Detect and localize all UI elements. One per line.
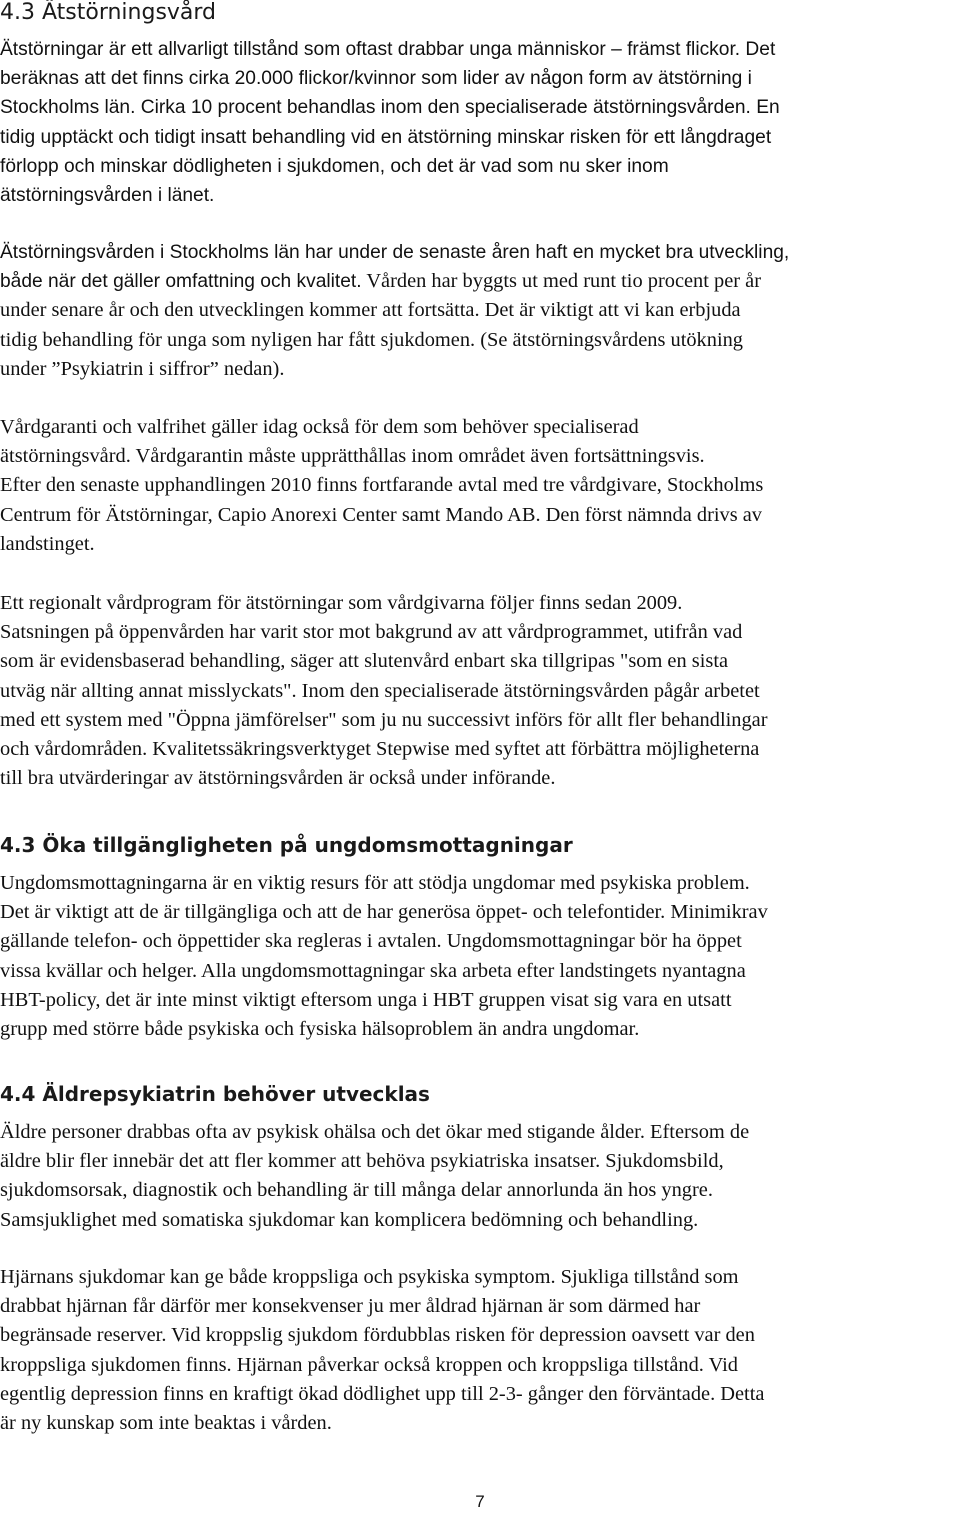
paragraph: Vårdgaranti och valfrihet gäller idag också för dem som behöver specialiserad ätstörningsvård. Vårdgarantin måste upprätthållas inom området även fortsättningsvis. Efter den senaste upphandlingen 2010 finns fortfarande avtal med tre vårdgivare, Stockholms Centrum för Ätstörningar, Capio Anorexi Center samt Mando AB. Den först nämnda drivs av landstinget. xyxy=(0,416,764,555)
paragraph: Ett regionalt vårdprogram för ätstörningar som vårdgivarna följer finns sedan 2009. Satsningen på öppenvården har varit stor mot bakgrund av att vårdprogrammet, utifrån vad som är evidensbaserad behandling, säger att slutenvård enbart ska tillgripas "som en sista utväg när allting annat misslyckats". Inom den specialiserade ätstörningsvården pågår arbetet med ett system med "Öppna jämförelser" som ju nu successivt införs för allt fler behandlingar och vårdområden. Kvalitetssäkringsverktyget Stepwise med syftet att förbättra möjligheterna till bra utvärderingar av ätstörningsvården är också under införande. xyxy=(0,592,768,790)
section-heading-elderly-psychiatry: 4.4 Äldrepsykiatrin behöver utvecklas xyxy=(0,1082,430,1106)
paragraph: Ätstörningar är ett allvarligt tillstånd som oftast drabbar unga människor – främst flickor. Det beräknas att det finns cirka 20.000 flickor/kvinnor som lider av någon form av ätstörning i Stockholms län. Cirka 10 procent behandlas inom den specialiserade ätstörningsvården. En tidig upptäckt och tidigt insatt behandling vid en ätstörning minskar risken för ett långdraget förlopp och minskar dödligheten i sjukdomen, och det är vad som nu sker inom ätstörningsvården i länet. xyxy=(0,39,780,207)
section-heading-youth-clinics: 4.3 Öka tillgängligheten på ungdomsmottagningar xyxy=(0,833,573,857)
paragraph-run: Ätstörningsvården i Stockholms län har under de senaste åren haft en mycket bra utveckling, både när det gäller omfattning och kvalitet. xyxy=(0,242,790,293)
page-number: 7 xyxy=(475,1492,485,1511)
paragraph-run: Vården har byggts ut med runt tio procent per år under senare år och den utvecklingen kommer att fortsätta. Det är viktigt att vi kan erbjuda tidig behandling för unga som nyligen har fått sjukdomen. (Se ätstörningsvårdens utökning under ”Psykiatrin i siffror” nedan). xyxy=(0,270,761,380)
paragraph: Hjärnans sjukdomar kan ge både kroppsliga och psykiska symptom. Sjukliga tillstånd som drabbat hjärnan får därför mer konsekvenser ju mer åldrad hjärnan är som därmed har begränsade reserver. Vid kroppslig sjukdom fördubblas risken för depression oavsett var den kroppsliga sjukdomen finns. Hjärnan påverkar också kroppen och kroppsliga tillstånd. Vid egentlig depression finns en kraftigt ökad dödlighet upp till 2-3- gånger den förväntade. Detta är ny kunskap som inte beaktas i vården. xyxy=(0,1266,765,1435)
paragraph xyxy=(0,238,960,384)
section-heading-eating-disorder-care: 4.3 Ätstörningsvård xyxy=(0,0,217,25)
paragraph: Äldre personer drabbas ofta av psykisk ohälsa och det ökar med stigande ålder. Eftersom de äldre blir fler innebär det att fler kommer att behöva psykiatriska insatser. Sjukdomsbild, sjukdomsorsak, diagnostik och behandling är till många delar annorlunda än hos yngre. Samsjuklighet med somatiska sjukdomar kan komplicera bedömning och behandling. xyxy=(0,1121,750,1231)
paragraph: Ungdomsmottagningarna är en viktig resurs för att stödja ungdomar med psykiska problem. Det är viktigt att de är tillgängliga och att de har generösa öppet- och telefontider. Minimikrav gällande telefon- och öppettider ska regleras i avtalen. Ungdomsmottagningar bör ha öppet vissa kvällar och helger. Alla ungdomsmottagningar ska arbeta efter landstingets nyantagna HBT-policy, det är inte minst viktigt eftersom unga i HBT gruppen visat sig vara en utsatt grupp med större både psykiska och fysiska hälsoproblem än andra ungdomar. xyxy=(0,872,768,1041)
